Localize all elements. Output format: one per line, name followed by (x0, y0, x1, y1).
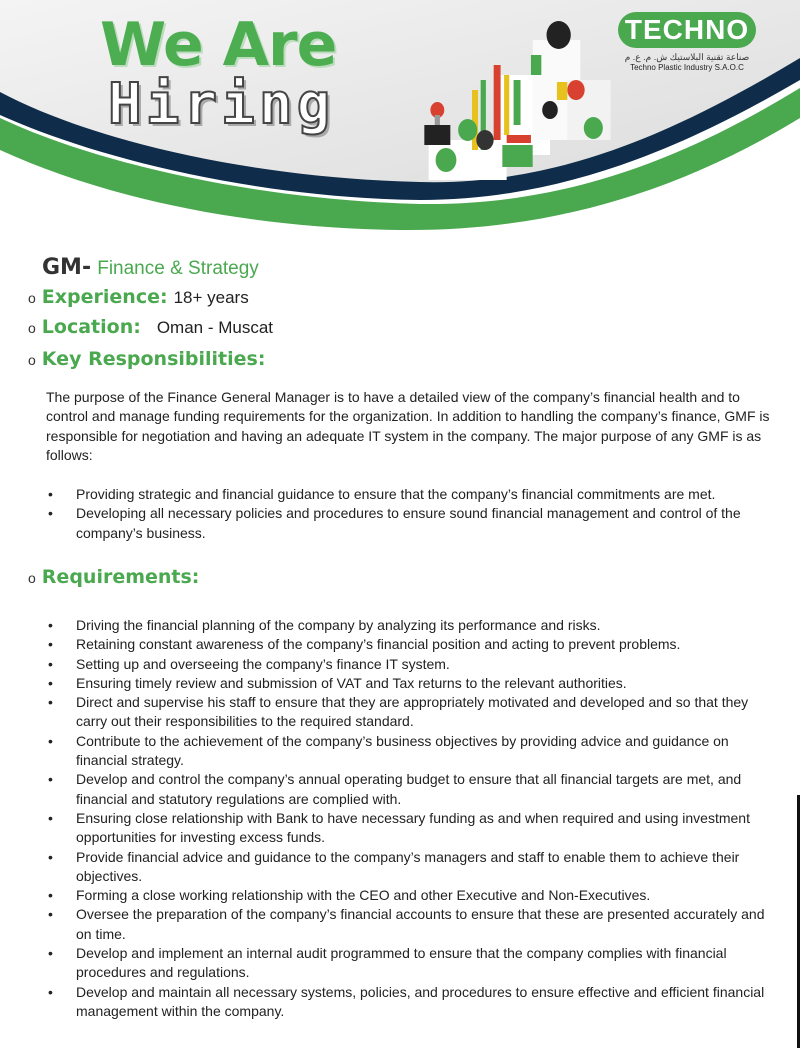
list-item: • Developing all necessary policies and procedures to ensure sound financial management and control of the company’s business. (46, 504, 781, 543)
experience-label: Experience: (41, 286, 168, 308)
list-item: • Direct and supervise his staff to ensure that they are appropriately motivated and developed and so that they carry out their responsibilities to the required standard. (46, 693, 781, 732)
circle-bullet-icon: o (28, 352, 36, 368)
requirements-heading (28, 566, 199, 588)
list-item: • Retaining constant awareness of the company’s financial position and acting to prevent problems. (46, 635, 781, 654)
techno-logo (618, 12, 756, 72)
responsibilities-heading (28, 348, 265, 370)
job-title-prefix: GM- (42, 255, 92, 280)
hiring-banner (0, 0, 800, 240)
location-value: Oman - Muscat (156, 318, 274, 337)
intro-paragraph: The purpose of the Finance General Manager is to have a detailed view of the company’s financial health and to control and manage funding requirements for the organization. In addition to handling the company’s finance, GMF is responsible for negotiation and having an adequate IT system in the company. The major purpose of any GMF is as follows: (46, 389, 770, 463)
pipe-fittings-image (420, 20, 615, 180)
circle-bullet-icon: o (28, 570, 36, 586)
location-label: Location: (41, 316, 141, 338)
location-row (28, 316, 273, 338)
list-item: • Ensuring timely review and submission of VAT and Tax returns to the relevant authorities. (46, 674, 781, 693)
list-item: • Ensuring close relationship with Bank to have necessary funding as and when required and using investment opportunities for investing excess funds. (46, 809, 781, 848)
logo-brand: TECHNO (618, 12, 756, 48)
logo-english-name: Techno Plastic Industry S.A.O.C (630, 63, 744, 72)
responsibilities-label: Key Responsibilities: (41, 348, 266, 370)
headline-we-are: We Are (100, 10, 337, 80)
requirements-list (46, 616, 781, 1021)
job-title (42, 254, 259, 280)
logo-arabic-name: صناعة تقنية البلاستيك ش. م. ع. م (624, 52, 750, 62)
list-item: • Develop and control the company’s annual operating budget to ensure that all financial targets are met, and financial and statutory regulations are complied with. (46, 770, 781, 809)
responsibilities-list (46, 485, 781, 543)
requirements-label: Requirements: (41, 566, 200, 588)
job-title-text: Finance & Strategy (97, 258, 259, 279)
list-item: • Develop and implement an internal audit programmed to ensure that the company complies with financial procedures and regulations. (46, 944, 781, 983)
list-item: • Setting up and overseeing the company’s finance IT system. (46, 655, 781, 674)
list-item: • Forming a close working relationship with the CEO and other Executive and Non-Executives. (46, 886, 781, 905)
experience-value: 18+ years (173, 288, 249, 307)
circle-bullet-icon: o (28, 320, 36, 336)
headline-hiring: Hiring (108, 72, 335, 137)
list-item: • Oversee the preparation of the company’s financial accounts to ensure that these are presented accurately and on time. (46, 905, 781, 944)
list-item: • Providing strategic and financial guidance to ensure that the company’s financial commitments are met. (46, 485, 781, 504)
list-item: • Develop and maintain all necessary systems, policies, and procedures to ensure effective and efficient financial management within the company. (46, 983, 781, 1022)
experience-row (28, 286, 249, 308)
list-item: • Provide financial advice and guidance to the company’s managers and staff to enable them to achieve their objectives. (46, 848, 781, 887)
list-item: • Contribute to the achievement of the company’s business objectives by providing advice and guidance on financial strategy. (46, 732, 781, 771)
circle-bullet-icon: o (28, 290, 36, 306)
list-item: • Driving the financial planning of the company by analyzing its performance and risks. (46, 616, 781, 635)
